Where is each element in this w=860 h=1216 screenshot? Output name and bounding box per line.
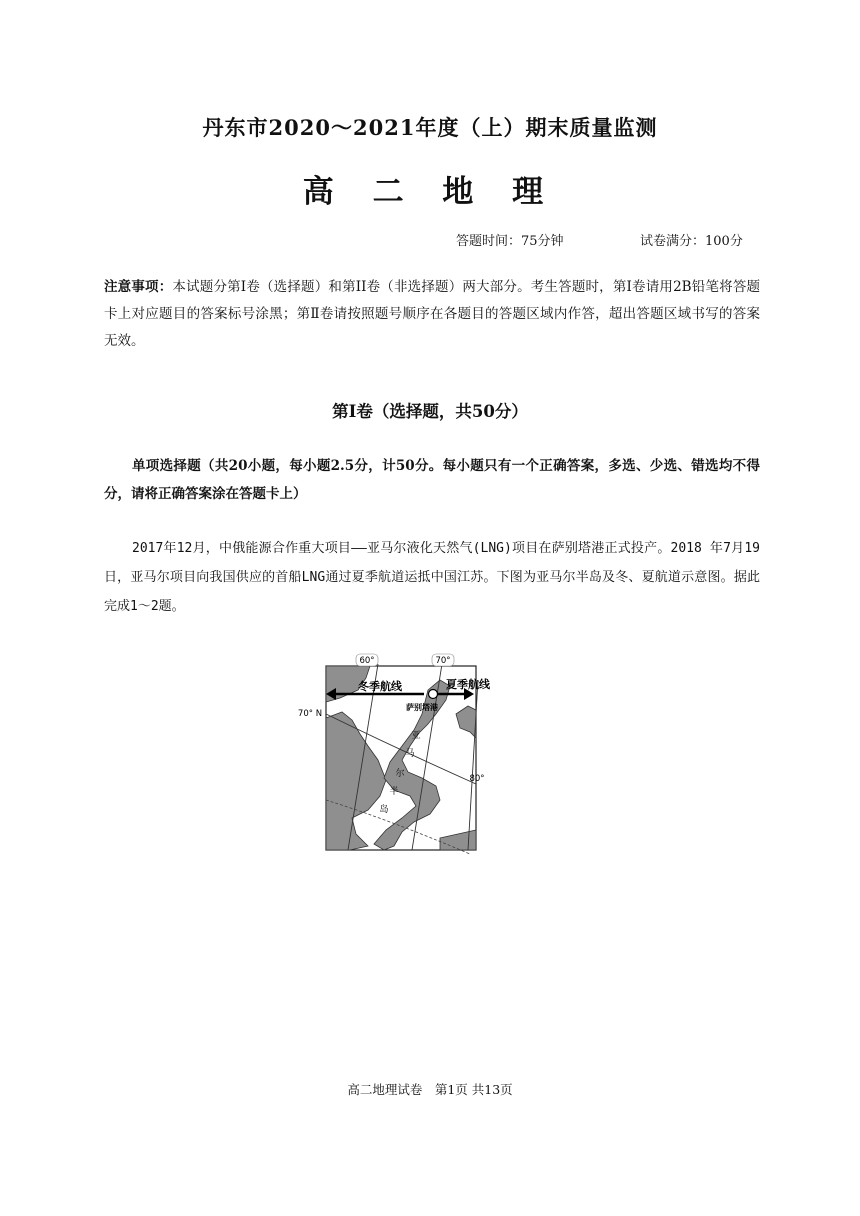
page-footer: 高二地理试卷 第1页 共13页 <box>347 1082 513 1097</box>
winter-route-label: 冬季航线 <box>358 680 402 693</box>
exam-score: 试卷满分：100分 <box>640 234 743 249</box>
summer-route-label: 夏季航线 <box>446 678 490 691</box>
subject-title: 高 二 地 理 <box>302 174 558 210</box>
sabetta-port-marker <box>429 690 438 699</box>
section-instructions: 单项选择题（共20小题，每小题2.5分，计50分。每小题只有一个正确答案，多选、少选、错选均不得分，请将正确答案涂在答题卡上） <box>104 458 760 502</box>
notice-text: 本试题分第Ⅰ卷（选择题）和第II卷（非选择题）两大部分。考生答题时，第Ⅰ卷请用2B铅笔将答题卡上对应题目的答案标号涂黑；第Ⅱ卷请按照题号顺序在各题目的答题区域内作答，超出答题区域书写的答案无效。 <box>104 279 761 349</box>
peninsula-char-3: 尔 <box>395 769 405 779</box>
yamal-route-map <box>290 650 490 860</box>
sabetta-port-label: 萨别塔港 <box>406 703 438 712</box>
lon-70-label: 70° <box>435 656 451 666</box>
notice-label: 注意事项： <box>104 279 173 295</box>
peninsula-char-5: 岛 <box>379 805 389 815</box>
peninsula-char-2: 马 <box>405 749 415 759</box>
exam-title: 丹东市2020～2021年度（上）期末质量监测 <box>202 115 658 140</box>
section-title: 第Ⅰ卷（选择题，共50分） <box>332 402 528 421</box>
notice-paragraph <box>104 274 760 355</box>
lon-60-label: 60° <box>359 656 375 666</box>
exam-time: 答题时间：75分钟 <box>456 234 564 249</box>
lon-80-label: 80° <box>469 774 485 784</box>
peninsula-char-1: 亚 <box>411 731 421 741</box>
peninsula-char-4: 半 <box>389 787 399 797</box>
question-passage: 2017年12月，中俄能源合作重大项目——亚马尔液化天然气(LNG)项目在萨别塔港正式投产。2018 年7月19日，亚马尔项目向我国供应的首船LNG通过夏季航道运抵中国江苏。下图为亚马尔半岛及冬、夏航道示意图。据此完成1～2题。 <box>104 541 760 614</box>
lat-70n-label: 70° N <box>297 709 323 719</box>
